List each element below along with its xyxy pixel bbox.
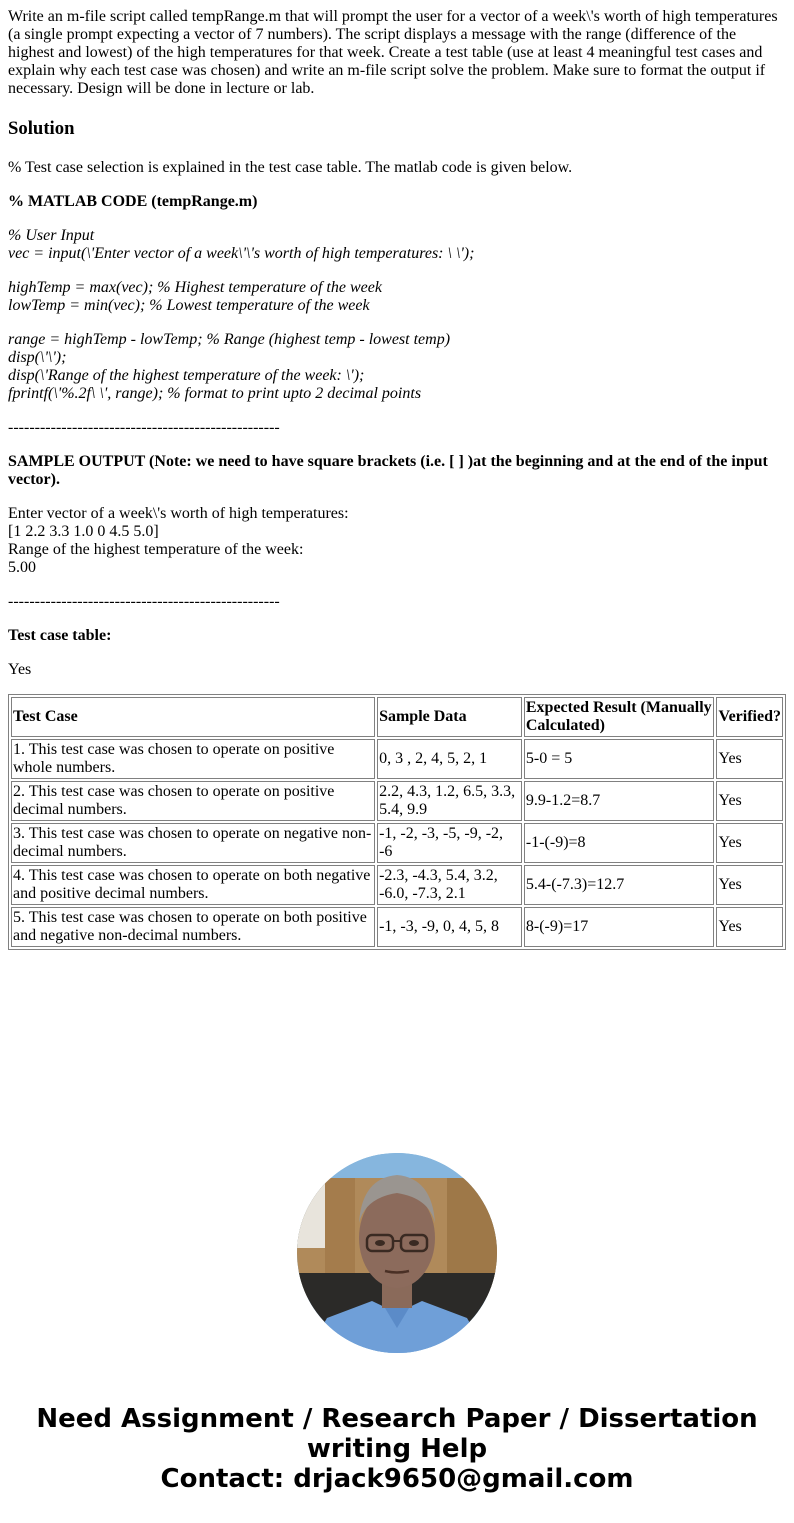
cell-expected-result: 8-(-9)=17	[524, 907, 715, 947]
table-row	[11, 739, 783, 779]
cell-expected-result: 5-0 = 5	[524, 739, 715, 779]
output-line: [1 2.2 3.3 1.0 0 4.5 5.0]	[8, 523, 159, 540]
cell-expected-result: -1-(-9)=8	[524, 823, 715, 863]
code-line: highTemp = max(vec); % Highest temperature of the week	[8, 279, 382, 296]
cell-expected-result: 5.4-(-7.3)=12.7	[524, 865, 715, 905]
table-row	[11, 865, 783, 905]
code-block-minmax	[8, 279, 786, 315]
cell-sample-data: -1, -2, -3, -5, -9, -2, -6	[377, 823, 522, 863]
table-row	[11, 781, 783, 821]
header-verified: Verified?	[716, 697, 783, 737]
cell-test-case: 2. This test case was chosen to operate on positive decimal numbers.	[11, 781, 375, 821]
code-line: disp(\'\');	[8, 349, 67, 366]
table-row	[11, 823, 783, 863]
document-body	[8, 8, 786, 950]
code-line: lowTemp = min(vec); % Lowest temperature of the week	[8, 297, 370, 314]
code-line: fprintf(\'%.2f\ \', range); % format to print upto 2 decimal points	[8, 385, 422, 402]
cell-test-case: 1. This test case was chosen to operate on positive whole numbers.	[11, 739, 375, 779]
code-line: vec = input(\'Enter vector of a week\'\'s worth of high temperatures: \ \');	[8, 245, 475, 262]
code-line: % User Input	[8, 227, 95, 244]
cell-sample-data: -2.3, -4.3, 5.4, 3.2, -6.0, -7.3, 2.1	[377, 865, 522, 905]
person-portrait-icon	[297, 1153, 497, 1353]
question-text: Write an m-file script called tempRange.m that will prompt the user for a vector of a week\'s worth of high temperatures (a single prompt expecting a vector of 7 numbers). The script displays a message with the range (difference of the highest and lowest) of the high temperatures for that week. Create a test table (use at least 4 meaningful test cases and explain why each test case was chosen) and write an m-file script solve the problem. Make sure to format the output if necessary. Design will be done in lecture or lab.	[8, 8, 778, 97]
cell-verified: Yes	[716, 781, 783, 821]
header-expected-result: Expected Result (Manually Calculated)	[524, 697, 715, 737]
author-avatar	[297, 1153, 497, 1353]
sample-output-heading: SAMPLE OUTPUT (Note: we need to have square brackets (i.e. [ ] )at the beginning and at the end of the input vector).	[8, 453, 768, 488]
promo-banner	[0, 1404, 794, 1494]
cell-sample-data: -1, -3, -9, 0, 4, 5, 8	[377, 907, 522, 947]
cell-sample-data: 0, 3 , 2, 4, 5, 2, 1	[377, 739, 522, 779]
table-row	[11, 907, 783, 947]
cell-sample-data: 2.2, 4.3, 1.2, 6.5, 3.3, 5.4, 9.9	[377, 781, 522, 821]
solution-heading: Solution	[8, 118, 75, 139]
code-block-range	[8, 331, 786, 403]
output-line: Range of the highest temperature of the week:	[8, 541, 304, 558]
code-line: disp(\'Range of the highest temperature of the week: \');	[8, 367, 365, 384]
stray-text: Yes	[8, 661, 32, 678]
cell-verified: Yes	[716, 823, 783, 863]
code-heading: % MATLAB CODE (tempRange.m)	[8, 193, 258, 210]
test-case-table	[8, 694, 786, 950]
table-header-row	[11, 697, 783, 737]
cell-expected-result: 9.9-1.2=8.7	[524, 781, 715, 821]
cell-test-case: 5. This test case was chosen to operate on both positive and negative non-decimal numbers.	[11, 907, 375, 947]
code-line: range = highTemp - lowTemp; % Range (highest temp - lowest temp)	[8, 331, 451, 348]
divider: ---------------------------------------------------	[8, 593, 280, 610]
output-line: 5.00	[8, 559, 36, 576]
sample-output	[8, 505, 786, 577]
test-table-heading: Test case table:	[8, 627, 112, 644]
cell-verified: Yes	[716, 907, 783, 947]
cell-verified: Yes	[716, 865, 783, 905]
solution-intro: % Test case selection is explained in the test case table. The matlab code is given below.	[8, 159, 573, 176]
code-block-input	[8, 227, 786, 263]
header-test-case: Test Case	[11, 697, 375, 737]
promo-line: Need Assignment / Research Paper / Dissertation	[36, 1404, 758, 1434]
divider: ---------------------------------------------------	[8, 419, 280, 436]
cell-verified: Yes	[716, 739, 783, 779]
header-sample-data: Sample Data	[377, 697, 522, 737]
promo-contact: Contact: drjack9650@gmail.com	[160, 1464, 634, 1494]
output-line: Enter vector of a week\'s worth of high temperatures:	[8, 505, 349, 522]
promo-line: writing Help	[306, 1434, 488, 1464]
cell-test-case: 4. This test case was chosen to operate on both negative and positive decimal numbers.	[11, 865, 375, 905]
cell-test-case: 3. This test case was chosen to operate on negative non-decimal numbers.	[11, 823, 375, 863]
